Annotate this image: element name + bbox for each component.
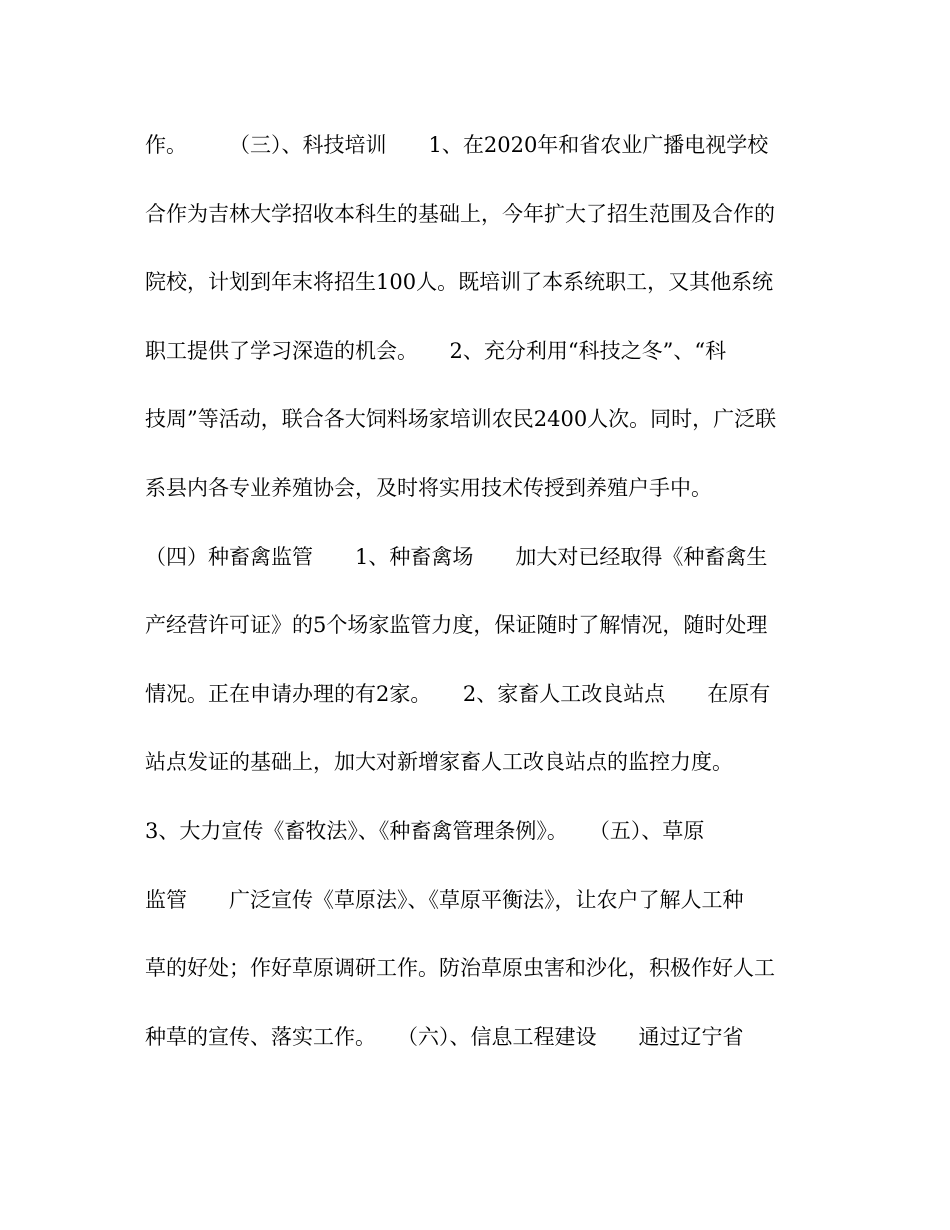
text-line-1: 作。 （三）、科技培训 1、在2020年和省农业广播电视学校 bbox=[145, 133, 769, 157]
text-line-8: 产经营许可证》的5个场家监管力度，保证随时了解情况，随时处理 bbox=[145, 613, 768, 638]
text-line-7: （四）种畜禽监管 1、种畜禽场 加大对已经取得《种畜禽生 bbox=[145, 544, 768, 569]
text-line-2: 合作为吉林大学招收本科生的基础上，今年扩大了招生范围及合作的 bbox=[145, 201, 775, 226]
text-line-6: 系县内各专业养殖协会，及时将实用技术传授到养殖户手中。 bbox=[145, 475, 712, 500]
text-line-12: 监管 广泛宣传《草原法》、《草原平衡法》，让农户了解人工种 bbox=[145, 887, 744, 912]
text-line-13: 草的好处；作好草原调研工作。防治草原虫害和沙化，积极作好人工 bbox=[145, 956, 775, 981]
text-line-3: 院校，计划到年末将招生100人。既培训了本系统职工，又其他系统 bbox=[145, 270, 774, 295]
text-line-5: 技周”等活动，联合各大饲料场家培训农民2400人次。同时，广泛联 bbox=[145, 407, 777, 432]
text-line-14: 种草的宣传、落实工作。 （六）、信息工程建设 通过辽宁省 bbox=[145, 1024, 744, 1049]
text-line-11: 3、大力宣传《畜牧法》、《种畜禽管理条例》。 （五）、草原 bbox=[145, 818, 705, 843]
text-line-4: 职工提供了学习深造的机会。 2、充分利用“科技之冬”、“科 bbox=[145, 338, 727, 363]
text-line-9: 情况。正在申请办理的有2家。 2、家畜人工改良站点 在原有 bbox=[145, 681, 771, 706]
body-text bbox=[145, 122, 815, 1082]
text-line-10: 站点发证的基础上，加大对新增家畜人工改良站点的监控力度。 bbox=[145, 750, 733, 775]
